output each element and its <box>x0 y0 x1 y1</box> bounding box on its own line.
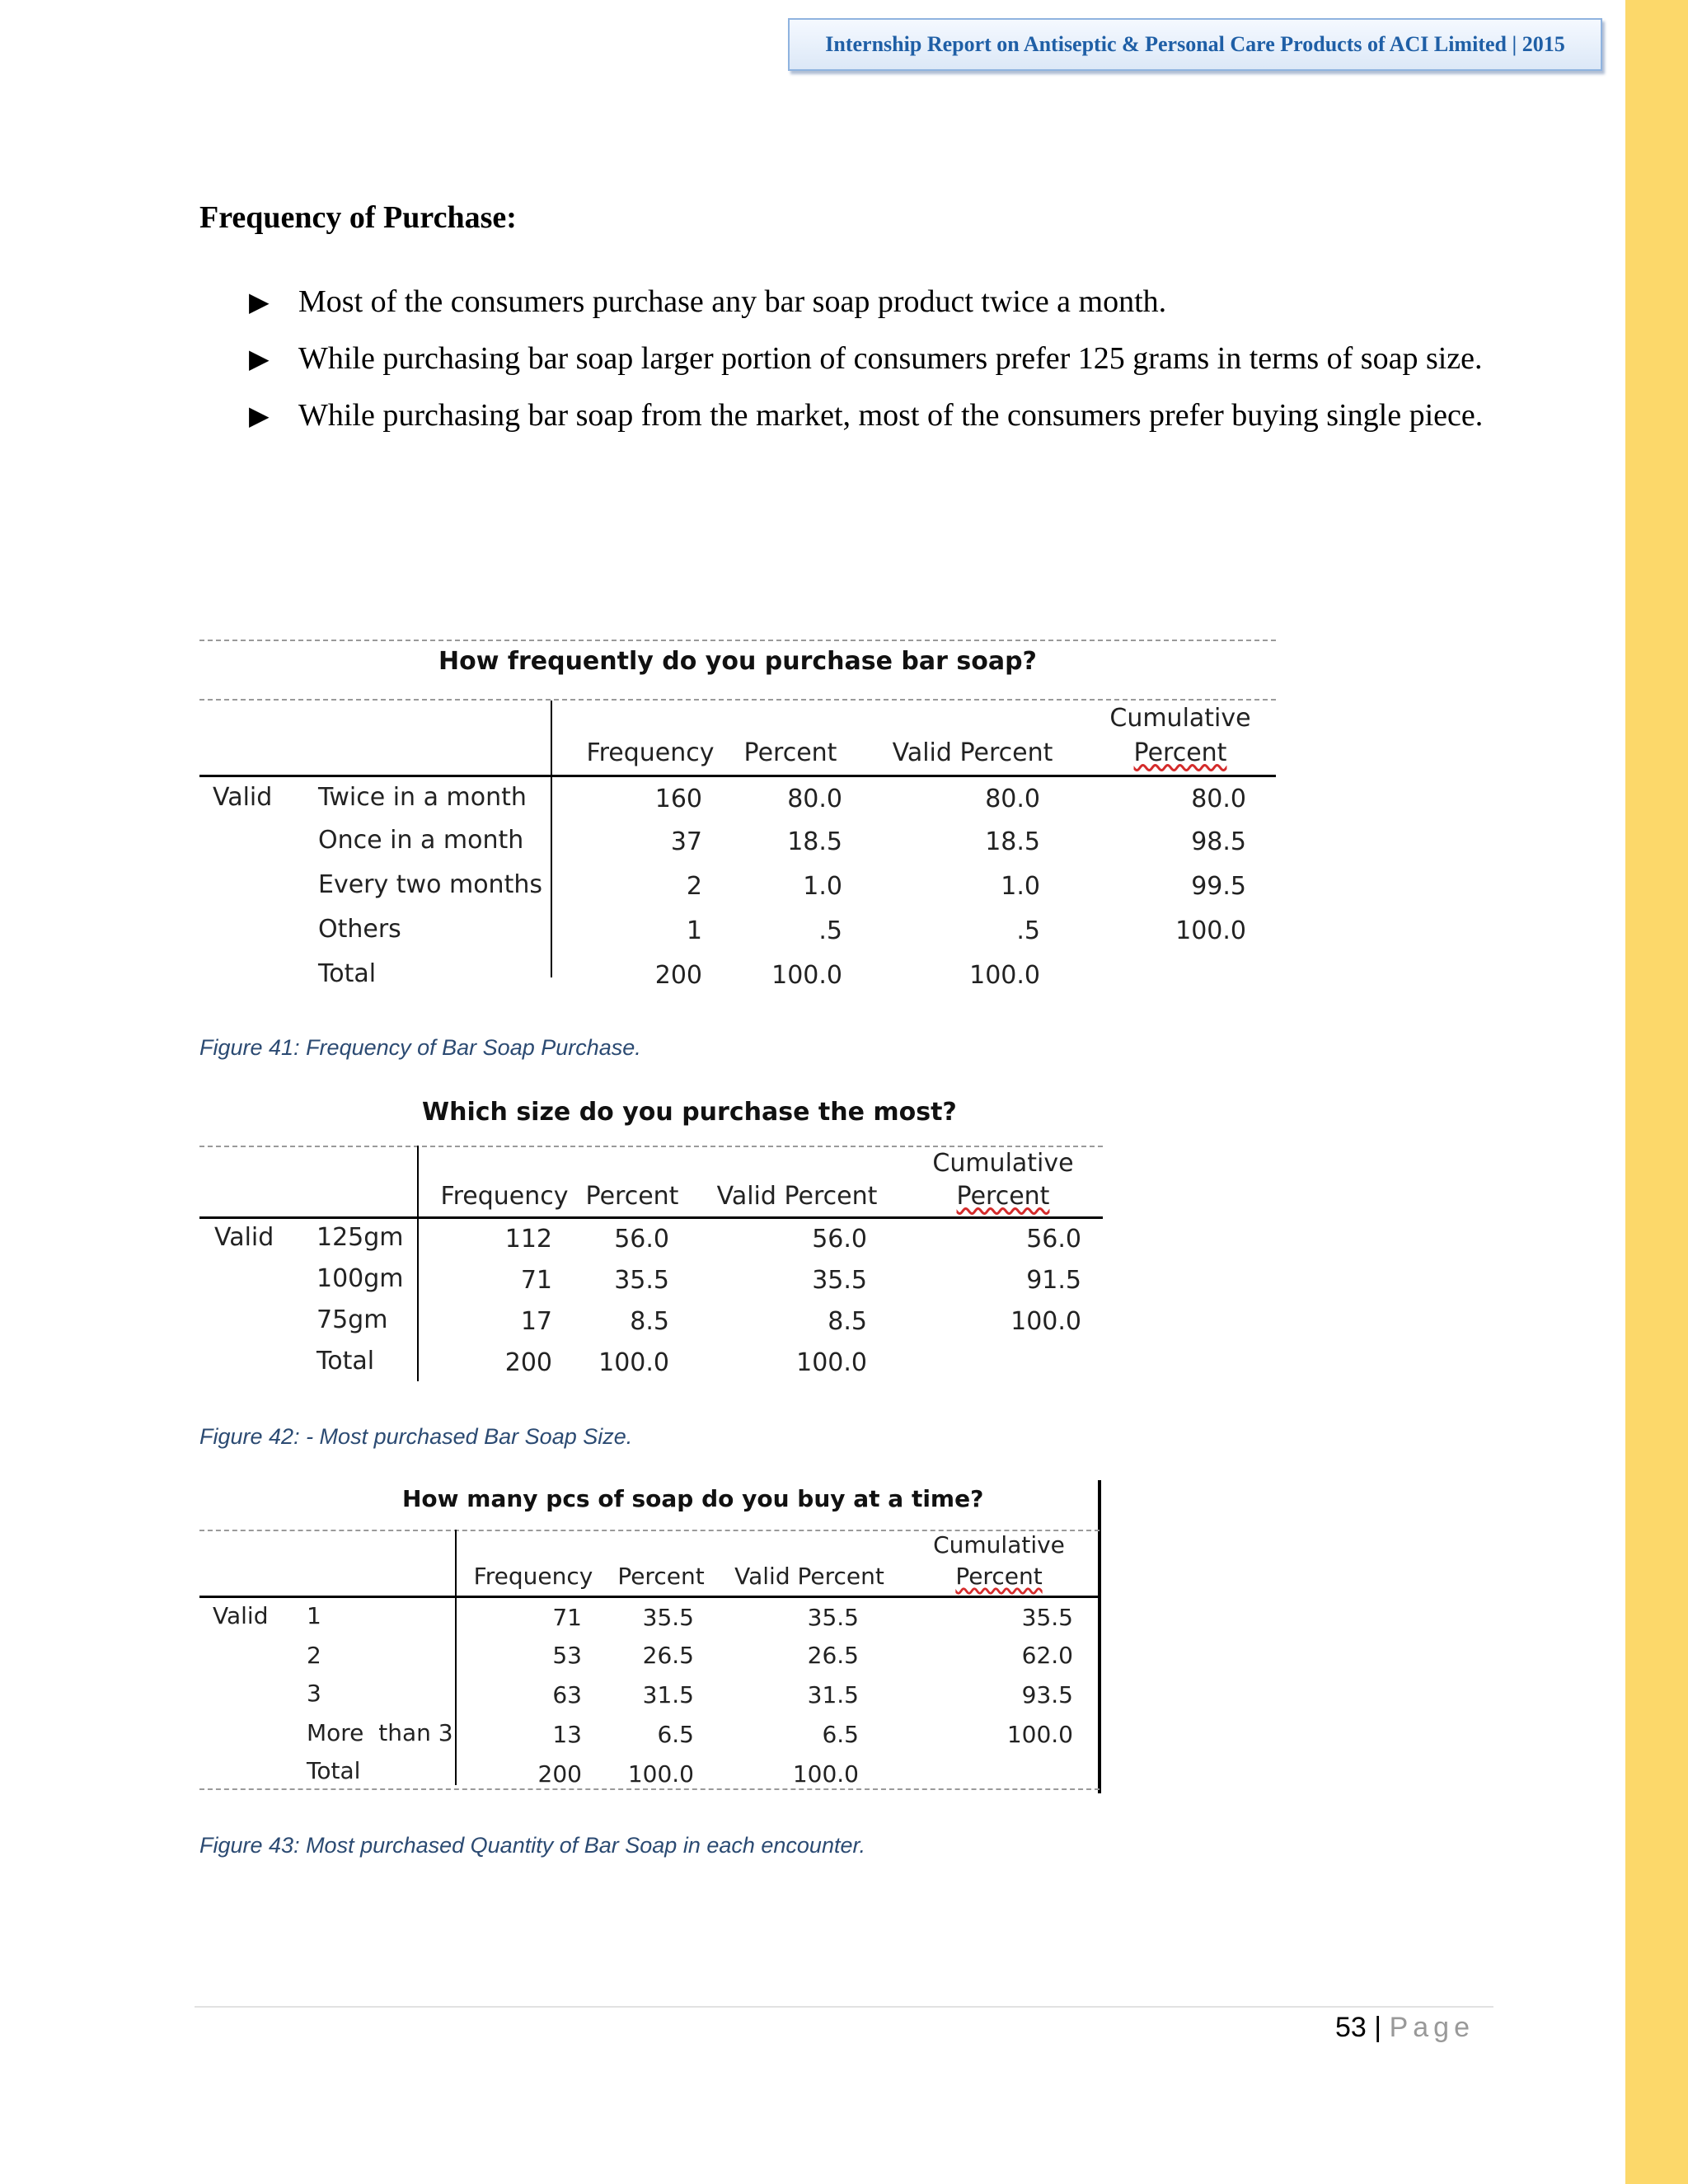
bullet-item: ▶ While purchasing bar soap from the market, most of the consumers prefer buying single piece. <box>247 387 1490 444</box>
column-header-cumulative: Cumulative <box>932 1149 1074 1178</box>
quantity-table: How many pcs of soap do you buy at a time? Frequency Percent Valid Percent Cumulative Percent Valid 1 71 35.5 35.5 35.5 2 53 26.5 26.5 62.0 3 63 31.5 31.5 93.5 More than 3 13 6.5 6.5 100.0 Total 200 100.0 100.0 <box>199 1477 1106 1790</box>
column-header-percent: Percent <box>743 738 837 767</box>
bullet-list <box>247 274 1490 444</box>
size-table: Which size do you purchase the most? Frequency Percent Valid Percent Cumulative Percent Valid 125gm 112 56.0 56.0 56.0 100gm 71 35.5 35.5 91.5 75gm 17 8.5 8.5 100.0 Total 200 100.0 100.0 <box>199 1091 1106 1388</box>
column-header-percent: Percent <box>585 1182 679 1211</box>
column-header-cumulative-percent: Percent <box>955 1563 1043 1590</box>
figure-caption: Figure 41: Frequency of Bar Soap Purchase. <box>199 1035 641 1060</box>
table-title: How many pcs of soap do you buy at a time? <box>402 1485 984 1512</box>
yellow-side-band <box>1625 0 1688 2184</box>
valid-label: Valid <box>213 1602 269 1629</box>
arrow-bullet-icon: ▶ <box>249 287 270 316</box>
column-header-valid-percent: Valid Percent <box>734 1563 884 1590</box>
valid-label: Valid <box>214 1223 274 1252</box>
column-header-frequency: Frequency <box>440 1182 569 1211</box>
column-header-valid-percent: Valid Percent <box>892 738 1053 767</box>
arrow-bullet-icon: ▶ <box>249 344 270 373</box>
footer-divider <box>195 2006 1493 2008</box>
column-header-cumulative: Cumulative <box>1109 704 1251 733</box>
column-header-frequency: Frequency <box>473 1563 593 1590</box>
figure-caption: Figure 43: Most purchased Quantity of Bar Soap in each encounter. <box>199 1833 865 1858</box>
section-title: Frequency of Purchase: <box>199 200 517 235</box>
valid-label: Valid <box>213 783 273 812</box>
column-header-cumulative-percent: Percent <box>1133 738 1227 767</box>
report-header: Internship Report on Antiseptic & Personal Care Products of ACI Limited | 2015 <box>788 18 1602 71</box>
bullet-item: ▶ While purchasing bar soap larger portion of consumers prefer 125 grams in terms of soap size. <box>247 330 1490 387</box>
bullet-item: ▶ Most of the consumers purchase any bar soap product twice a month. <box>247 274 1490 330</box>
page-number: 53 | Page <box>1335 2012 1475 2043</box>
arrow-bullet-icon: ▶ <box>249 401 270 430</box>
column-header-cumulative-percent: Percent <box>956 1182 1050 1211</box>
figure-caption: Figure 42: - Most purchased Bar Soap Size. <box>199 1424 633 1449</box>
column-header-percent: Percent <box>617 1563 705 1590</box>
column-header-cumulative: Cumulative <box>933 1531 1065 1558</box>
table-title: Which size do you purchase the most? <box>422 1098 957 1127</box>
column-header-frequency: Frequency <box>586 738 715 767</box>
column-header-valid-percent: Valid Percent <box>716 1182 878 1211</box>
table-title: How frequently do you purchase bar soap? <box>438 647 1037 676</box>
frequency-table: How frequently do you purchase bar soap? Frequency Percent Valid Percent Cumulative Percent Valid Twice in a month 160 80.0 80.0 80.0 Once in a month 37 18.5 18.5 98.5 Every two months 2 1.0 1.0 99.5 Others 1 .5 .5 100.0 Total 200 100.0 100.0 <box>199 635 1278 997</box>
